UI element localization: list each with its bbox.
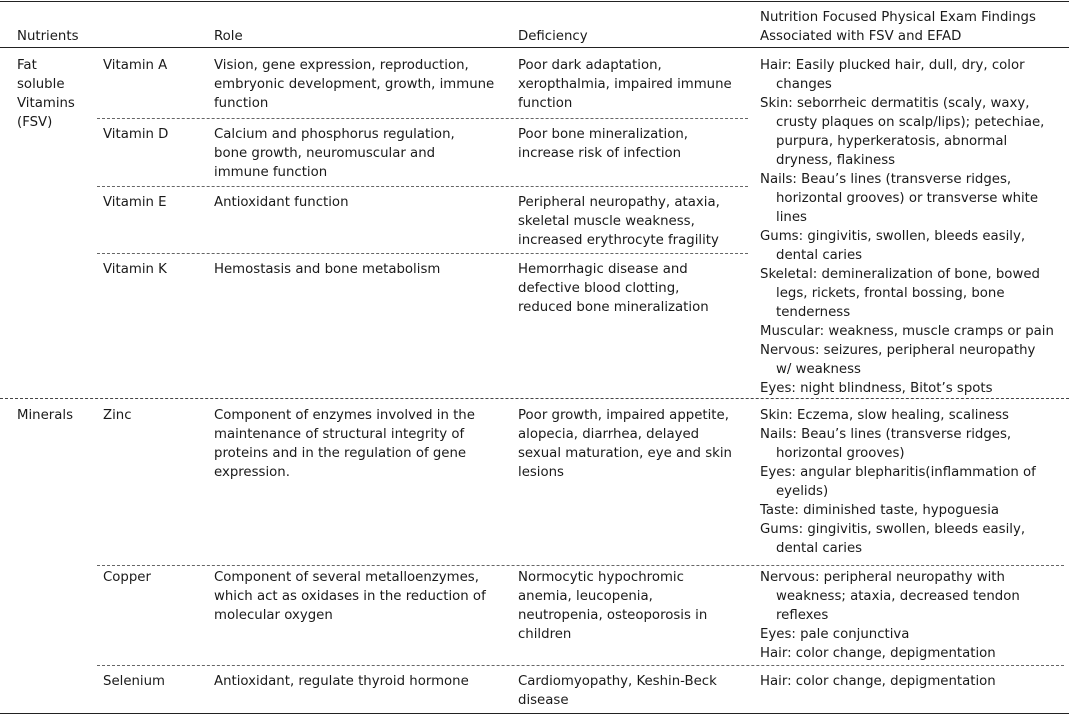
exam-findings-copper: [760, 568, 1065, 663]
nutrient-name: Zinc: [103, 408, 132, 423]
role-cell: Hemostasis and bone metabolism: [214, 262, 441, 277]
finding-item: Muscular: weakness, muscle cramps or pain: [760, 324, 1054, 339]
finding-item: Hair: color change, depigmentation: [760, 674, 996, 689]
finding-item: Nervous: seizures, peripheral neuropathy w/ weakness: [760, 343, 1036, 377]
finding-item: Skeletal: demineralization of bone, bowed legs, rickets, frontal bossing, bone tenderness: [760, 267, 1040, 320]
finding-item: Hair: Easily plucked hair, dull, dry, color changes: [760, 58, 1025, 92]
group-label-fsv: Fat soluble Vitamins (FSV): [17, 58, 75, 130]
exam-findings-zinc: [760, 406, 1065, 558]
header-deficiency: Deficiency: [518, 29, 588, 44]
group-label-minerals: Minerals: [17, 408, 74, 423]
nutrient-name: Copper: [103, 570, 151, 585]
deficiency-cell: Hemorrhagic disease and defective blood clotting, reduced bone mineralization: [518, 262, 709, 315]
nutrient-name: Vitamin K: [103, 262, 167, 277]
nutrient-name: Selenium: [103, 674, 165, 689]
finding-item: Gums: gingivitis, swollen, bleeds easily, dental caries: [760, 522, 1026, 556]
exam-findings-selenium: [760, 672, 1065, 691]
role-cell: Calcium and phosphorus regulation, bone growth, neuromuscular and immune function: [214, 127, 455, 180]
finding-item: Eyes: pale conjunctiva: [760, 627, 910, 642]
row-separator: [97, 118, 748, 119]
row-separator: [97, 665, 1064, 666]
deficiency-cell: Poor growth, impaired appetite, alopecia, diarrhea, delayed sexual maturation, eye and skin lesions: [518, 408, 732, 480]
table-bottom-rule: [0, 713, 1069, 714]
role-cell: Vision, gene expression, reproduction, embryonic development, growth, immune function: [214, 58, 495, 111]
role-cell: Antioxidant function: [214, 195, 349, 210]
group-divider: [0, 398, 1069, 399]
nutrient-name: Vitamin E: [103, 195, 167, 210]
header-exam-findings: Nutrition Focused Physical Exam Findings Associated with FSV and EFAD: [760, 10, 1036, 44]
role-cell: Component of several metalloenzymes, which act as oxidases in the reduction of molecular oxygen: [214, 570, 486, 623]
nutrient-name: Vitamin A: [103, 58, 168, 73]
finding-item: Eyes: angular blepharitis(inflammation of eyelids): [760, 465, 1036, 499]
nutrient-name: Vitamin D: [103, 127, 169, 142]
finding-item: Nails: Beau’s lines (transverse ridges, horizontal grooves): [760, 427, 1012, 461]
finding-item: Nervous: peripheral neuropathy with weakness; ataxia, decreased tendon reflexes: [760, 570, 1020, 623]
row-separator: [97, 186, 748, 187]
finding-item: Nails: Beau’s lines (transverse ridges, horizontal grooves) or transverse white lines: [760, 172, 1039, 225]
row-separator: [97, 253, 748, 254]
header-bottom-rule: [0, 47, 1069, 48]
deficiency-cell: Cardiomyopathy, Keshin-Beck disease: [518, 674, 717, 708]
finding-item: Taste: diminished taste, hypoguesia: [760, 503, 1000, 518]
exam-findings-fsv: [760, 56, 1065, 398]
finding-item: Skin: Eczema, slow healing, scaliness: [760, 408, 1009, 423]
deficiency-cell: Poor dark adaptation, xeropthalmia, impaired immune function: [518, 58, 732, 111]
deficiency-cell: Poor bone mineralization, increase risk of infection: [518, 127, 689, 161]
row-separator: [97, 565, 1064, 566]
finding-item: Skin: seborrheic dermatitis (scaly, waxy, crusty plaques on scalp/lips); petechiae, purpura, hyperkeratosis, abnormal dryness, flakiness: [760, 96, 1045, 168]
table-top-rule: [0, 1, 1069, 2]
finding-item: Gums: gingivitis, swollen, bleeds easily, dental caries: [760, 229, 1026, 263]
deficiency-cell: Peripheral neuropathy, ataxia, skeletal muscle weakness, increased erythrocyte fragility: [518, 195, 720, 248]
deficiency-cell: Normocytic hypochromic anemia, leucopenia, neutropenia, osteoporosis in children: [518, 570, 708, 642]
finding-item: Hair: color change, depigmentation: [760, 646, 996, 661]
header-nutrients: Nutrients: [17, 29, 79, 44]
finding-item: Eyes: night blindness, Bitot’s spots: [760, 381, 993, 396]
role-cell: Component of enzymes involved in the maintenance of structural integrity of proteins and in the regulation of gene expression.: [214, 408, 475, 480]
header-role: Role: [214, 29, 243, 44]
role-cell: Antioxidant, regulate thyroid hormone: [214, 674, 469, 689]
